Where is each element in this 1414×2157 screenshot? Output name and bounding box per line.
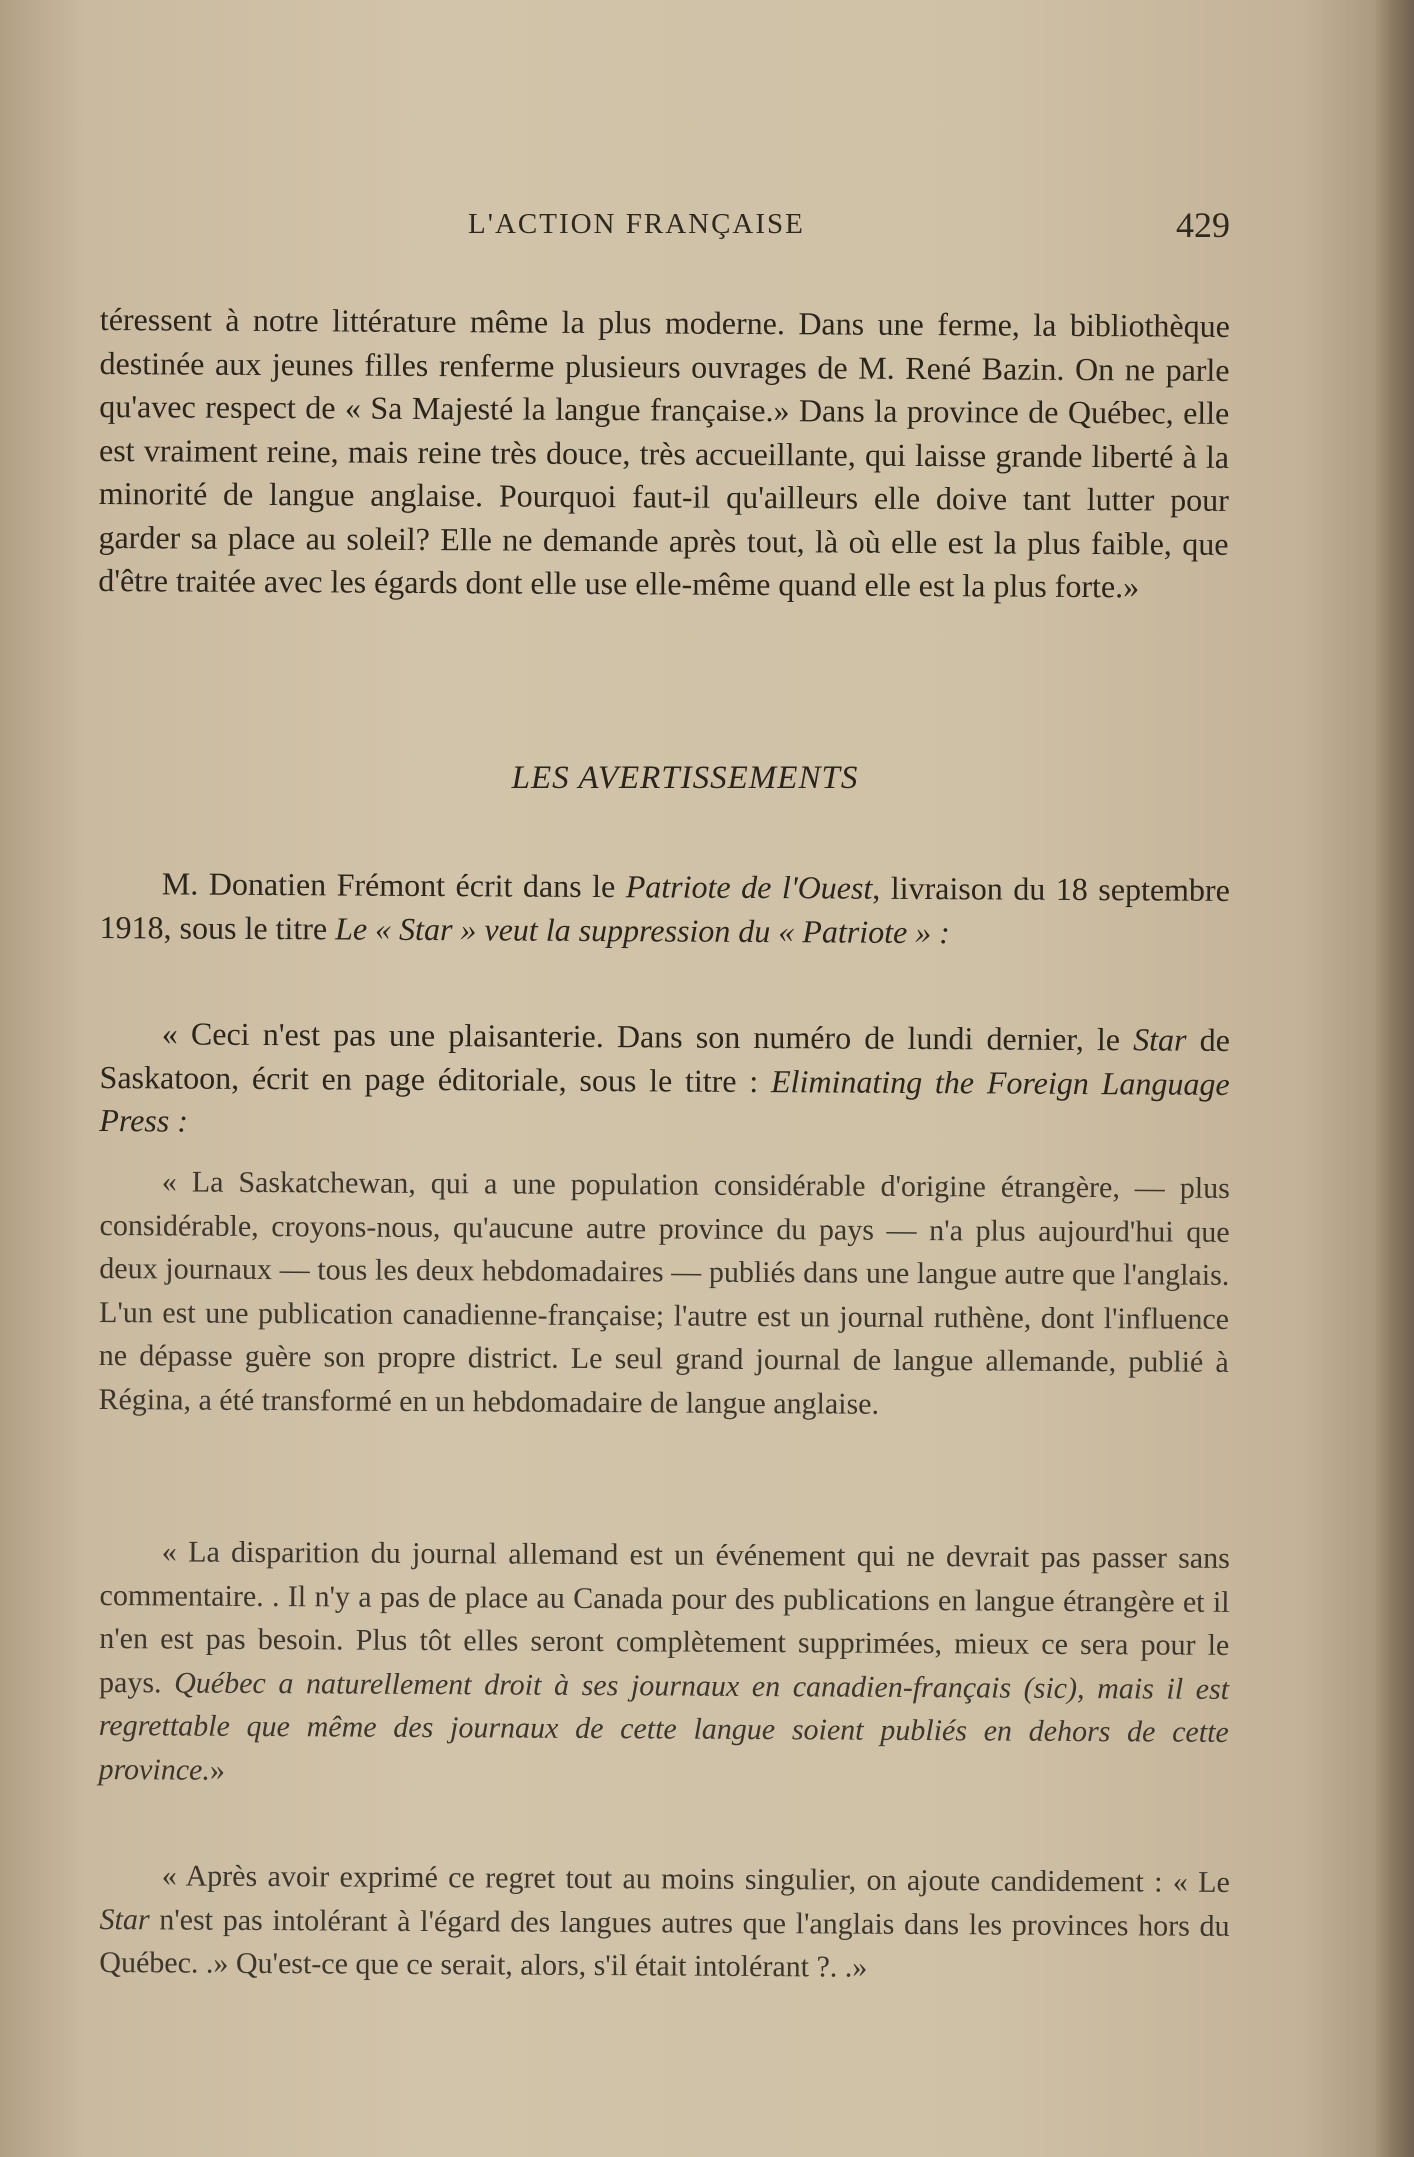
quote-2 xyxy=(98,1530,1230,1798)
paragraph-3 xyxy=(99,1012,1230,1149)
paragraph-2-part-a: M. Donatien Frémont écrit dans le xyxy=(161,865,626,905)
quote-1-text: « La Saskatchewan, qui a une population considérable d'origine étrangère, — plus considérable, croyons-nous, qu'aucune autre province du pays — n'a plus aujourd'hui que deux journaux — tous les deux hebdomadaires — publiés dans une langue autre que l'anglais. L'un est une publication canadienne-française; l'autre est un journal ruthène, dont l'influence ne dépasse guère son propre district. Le seul grand journal de langue allemande, publié à Régina, a été transformé en un hebdomadaire de langue anglaise. xyxy=(98,1165,1230,1421)
running-title: L'ACTION FRANÇAISE xyxy=(468,208,805,240)
paragraph-3-part-b: de Saskatoon, écrit en page éditoriale, sous le titre : xyxy=(99,1021,1230,1099)
book-spine xyxy=(1376,0,1414,2157)
page-number: 429 xyxy=(1176,205,1230,245)
quote-2-italic-a: Québec a naturellement droit à ses journaux en canadien-français (sic), mais il est regrettable que même des journaux de cette langue soient publiés en dehors de cette province. xyxy=(98,1665,1230,1787)
quote-3-text xyxy=(99,1854,1230,1991)
quote-2-text xyxy=(98,1530,1230,1798)
section-heading-text: LES AVERTISSEMENTS xyxy=(511,760,859,796)
quote-2-part-b: » xyxy=(209,1753,225,1787)
quote-1 xyxy=(98,1160,1230,1428)
paragraph-1-text: téressent à notre littérature même la plus moderne. Dans une ferme, la bibliothèque destinée aux jeunes filles renferme plusieurs ouvrages de M. René Bazin. On ne parle qu'avec respect de « Sa Majesté la langue française.» Dans la province de Québec, elle est vraiment reine, mais reine très douce, très accueillante, qui laisse grande liberté à la minorité de langue anglaise. Pourquoi faut-il qu'ailleurs elle doive tant lutter pour garder sa place au soleil? Elle ne demande après tout, là où elle est la plus faible, que d'être traitée avec les égards dont elle use elle-même quand elle est la plus forte.» xyxy=(98,300,1230,605)
quote-3-part-a: « Après avoir exprimé ce regret tout au moins singulier, on ajoute candidement : « Le xyxy=(161,1859,1230,1899)
quote-2-part-a: « La disparition du journal allemand est un événement qui ne devrait pas passer sans commentaire. . Il n'y a pas de place au Canada pour des publications en langue étrangère et il n'en est pas besoin. Plus tôt elles seront complètement supprimées, mieux ce sera pour le pays. xyxy=(98,1535,1230,1699)
quote-3-italic-a: Star xyxy=(99,1902,150,1936)
paragraph-1 xyxy=(98,298,1230,609)
quote-3-part-b: n'est pas intolérant à l'égard des langues autres que l'anglais dans les provinces hors du Québec. .» Qu'est-ce que ce serait, alors, s'il était intolérant ?. .» xyxy=(99,1902,1230,1984)
paragraph-2-italic-b: Le « Star » veut la suppression du « Patriote » : xyxy=(335,909,951,950)
page-header xyxy=(100,205,1230,258)
paragraph-3-italic-a: Star xyxy=(1133,1021,1187,1058)
paragraph-2-text xyxy=(99,862,1230,956)
paragraph-3-text xyxy=(99,1012,1230,1149)
paragraph-2 xyxy=(99,862,1230,956)
paragraph-2-part-b: , livraison du 18 septembre 1918, sous le titre xyxy=(99,869,1230,946)
quote-3 xyxy=(99,1854,1230,1991)
paragraph-3-italic-b: Eliminating the Foreign Language Press : xyxy=(99,1062,1230,1139)
paragraph-3-part-a: « Ceci n'est pas une plaisanterie. Dans son numéro de lundi dernier, le xyxy=(161,1015,1134,1058)
section-heading xyxy=(100,760,1230,797)
paragraph-2-italic-a: Patriote de l'Ouest xyxy=(625,868,873,906)
